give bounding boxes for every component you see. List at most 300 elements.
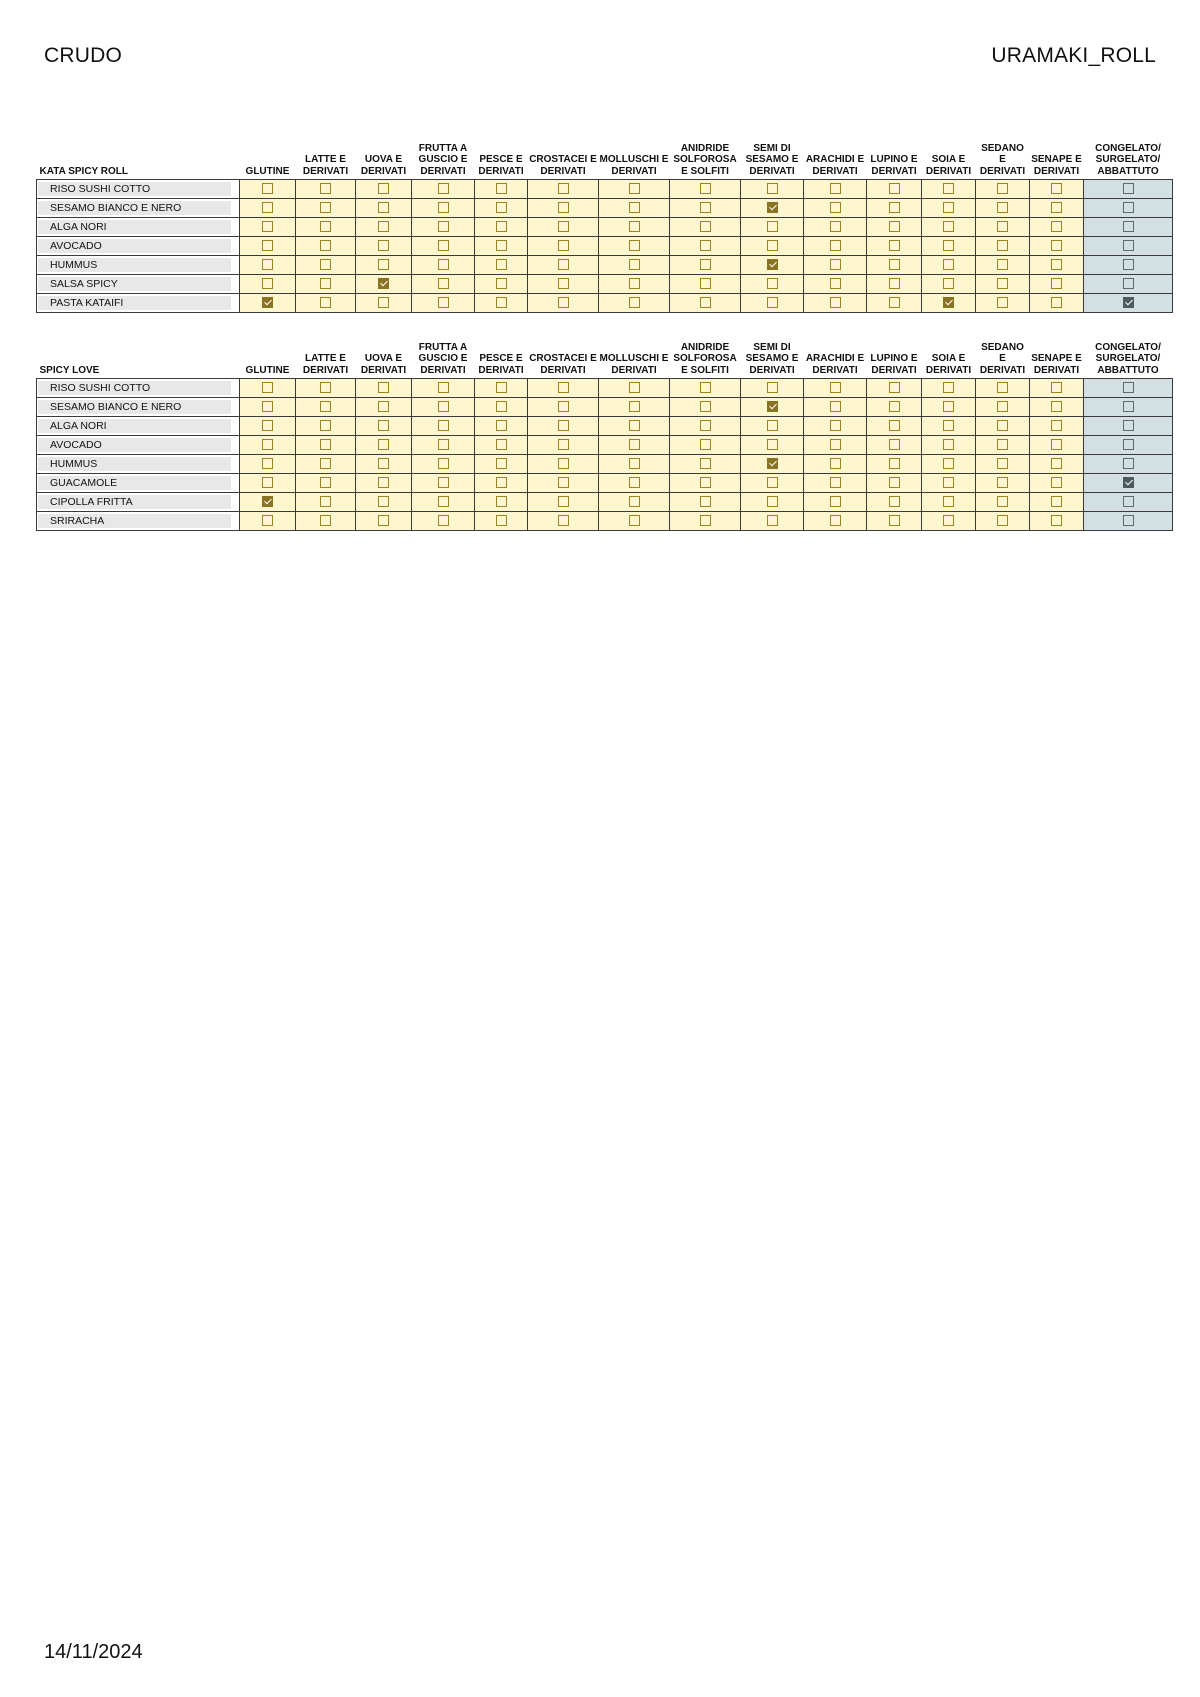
checkbox-unchecked[interactable]: [1051, 439, 1062, 450]
checkbox-unchecked[interactable]: [943, 515, 954, 526]
checkbox-unchecked[interactable]: [767, 515, 778, 526]
frozen-cell: [1084, 436, 1173, 455]
allergen-cell: [1030, 379, 1084, 398]
checkbox-unchecked[interactable]: [1051, 221, 1062, 232]
column-header: PESCE E DERIVATI: [478, 154, 524, 177]
checkbox-unchecked[interactable]: [378, 221, 389, 232]
checkbox-unchecked[interactable]: [496, 259, 507, 270]
checkbox-unchecked[interactable]: [1051, 278, 1062, 289]
checkbox-unchecked[interactable]: [700, 297, 711, 308]
allergen-cell: [922, 417, 976, 436]
ingredient-name: SRIRACHA: [38, 514, 231, 528]
allergen-cell: [296, 218, 356, 237]
checkbox-unchecked[interactable]: [1123, 202, 1134, 213]
allergen-cell: [412, 512, 475, 531]
checkbox-unchecked[interactable]: [496, 202, 507, 213]
checkbox-unchecked[interactable]: [629, 439, 640, 450]
checkbox-unchecked[interactable]: [438, 439, 449, 450]
checkbox-unchecked[interactable]: [767, 477, 778, 488]
checkbox-unchecked[interactable]: [700, 278, 711, 289]
checkbox-unchecked[interactable]: [378, 496, 389, 507]
allergen-cell: [412, 256, 475, 275]
checkbox-unchecked[interactable]: [262, 183, 273, 194]
checkbox-unchecked[interactable]: [320, 259, 331, 270]
allergen-cell: [741, 493, 804, 512]
checkbox-unchecked[interactable]: [320, 183, 331, 194]
checkbox-unchecked[interactable]: [830, 221, 841, 232]
checkbox-unchecked[interactable]: [558, 458, 569, 469]
checkbox-unchecked[interactable]: [496, 240, 507, 251]
checkbox-unchecked[interactable]: [629, 401, 640, 412]
allergen-cell: [804, 294, 867, 313]
checkbox-checked[interactable]: [262, 297, 273, 308]
allergen-cell: [528, 237, 599, 256]
checkbox-unchecked[interactable]: [262, 240, 273, 251]
column-header: ANIDRIDE SOLFOROSA E SOLFITI: [673, 341, 737, 376]
checkbox-unchecked[interactable]: [943, 183, 954, 194]
allergen-cell: [475, 474, 528, 493]
allergen-cell: [599, 199, 670, 218]
ingredient-cell: [37, 455, 240, 474]
checkbox-unchecked[interactable]: [830, 382, 841, 393]
checkbox-unchecked[interactable]: [997, 515, 1008, 526]
checkbox-unchecked[interactable]: [438, 477, 449, 488]
allergen-cell: [741, 199, 804, 218]
checkbox-unchecked[interactable]: [496, 183, 507, 194]
checkbox-unchecked[interactable]: [378, 240, 389, 251]
column-header: SEDANO E DERIVATI: [979, 142, 1026, 177]
checkbox-unchecked[interactable]: [558, 420, 569, 431]
checkbox-checked[interactable]: [767, 259, 778, 270]
checkbox-unchecked[interactable]: [629, 458, 640, 469]
checkbox-unchecked[interactable]: [997, 202, 1008, 213]
allergen-cell: [599, 417, 670, 436]
checkbox-unchecked[interactable]: [496, 297, 507, 308]
checkbox-unchecked[interactable]: [558, 382, 569, 393]
allergen-cell: [296, 398, 356, 417]
allergen-table-kata-spicy-roll: [36, 133, 1173, 313]
checkbox-unchecked[interactable]: [767, 297, 778, 308]
checkbox-unchecked[interactable]: [320, 496, 331, 507]
checkbox-unchecked[interactable]: [378, 515, 389, 526]
checkbox-unchecked[interactable]: [262, 458, 273, 469]
checkbox-unchecked[interactable]: [767, 439, 778, 450]
checkbox-unchecked[interactable]: [629, 515, 640, 526]
checkbox-unchecked[interactable]: [629, 202, 640, 213]
checkbox-unchecked[interactable]: [1051, 458, 1062, 469]
checkbox-unchecked[interactable]: [496, 458, 507, 469]
checkbox-unchecked[interactable]: [629, 240, 640, 251]
checkbox-unchecked[interactable]: [1123, 420, 1134, 431]
checkbox-unchecked[interactable]: [438, 515, 449, 526]
checkbox-unchecked[interactable]: [889, 278, 900, 289]
checkbox-unchecked[interactable]: [830, 477, 841, 488]
ingredient-cell: [37, 493, 240, 512]
checkbox-unchecked[interactable]: [558, 278, 569, 289]
checkbox-unchecked[interactable]: [320, 297, 331, 308]
checkbox-unchecked[interactable]: [496, 496, 507, 507]
checkbox-unchecked[interactable]: [1123, 278, 1134, 289]
allergen-cell: [412, 180, 475, 199]
checkbox-unchecked[interactable]: [830, 259, 841, 270]
checkbox-unchecked[interactable]: [830, 240, 841, 251]
checkbox-unchecked[interactable]: [943, 439, 954, 450]
allergen-cell: [296, 294, 356, 313]
allergen-cell: [804, 512, 867, 531]
checkbox-unchecked[interactable]: [1123, 515, 1134, 526]
checkbox-unchecked[interactable]: [320, 401, 331, 412]
checkbox-unchecked[interactable]: [1051, 297, 1062, 308]
frozen-cell: [1084, 455, 1173, 474]
checkbox-unchecked[interactable]: [496, 221, 507, 232]
checkbox-unchecked[interactable]: [700, 496, 711, 507]
checkbox-unchecked[interactable]: [496, 477, 507, 488]
ingredient-name: PASTA KATAIFI: [38, 296, 231, 310]
checkbox-unchecked[interactable]: [629, 259, 640, 270]
checkbox-unchecked[interactable]: [997, 420, 1008, 431]
ingredient-row: [37, 455, 1173, 474]
checkbox-unchecked[interactable]: [438, 221, 449, 232]
checkbox-unchecked[interactable]: [943, 458, 954, 469]
allergen-cell: [528, 379, 599, 398]
checkbox-unchecked[interactable]: [438, 240, 449, 251]
allergen-cell: [867, 237, 922, 256]
checkbox-checked[interactable]: [767, 401, 778, 412]
checkbox-unchecked[interactable]: [1051, 496, 1062, 507]
checkbox-unchecked[interactable]: [830, 439, 841, 450]
checkbox-unchecked[interactable]: [262, 382, 273, 393]
checkbox-unchecked[interactable]: [262, 515, 273, 526]
checkbox-unchecked[interactable]: [1123, 221, 1134, 232]
checkbox-unchecked[interactable]: [943, 496, 954, 507]
checkbox-unchecked[interactable]: [438, 202, 449, 213]
checkbox-unchecked[interactable]: [943, 401, 954, 412]
checkbox-unchecked[interactable]: [830, 496, 841, 507]
allergen-cell: [296, 512, 356, 531]
checkbox-unchecked[interactable]: [700, 477, 711, 488]
ingredient-cell: [37, 256, 240, 275]
allergen-cell: [475, 237, 528, 256]
checkbox-unchecked[interactable]: [558, 477, 569, 488]
checkbox-unchecked[interactable]: [1123, 259, 1134, 270]
ingredient-name: HUMMUS: [38, 258, 231, 272]
column-header: CROSTACEI E DERIVATI: [529, 353, 597, 376]
checkbox-unchecked[interactable]: [700, 259, 711, 270]
checkbox-unchecked[interactable]: [1123, 183, 1134, 194]
checkbox-unchecked[interactable]: [320, 439, 331, 450]
checkbox-unchecked[interactable]: [1051, 515, 1062, 526]
checkbox-unchecked[interactable]: [997, 496, 1008, 507]
checkbox-checked[interactable]: [767, 458, 778, 469]
checkbox-unchecked[interactable]: [700, 202, 711, 213]
checkbox-unchecked[interactable]: [558, 401, 569, 412]
checkbox-unchecked[interactable]: [558, 259, 569, 270]
allergen-cell: [599, 379, 670, 398]
checkbox-unchecked[interactable]: [997, 259, 1008, 270]
checkbox-unchecked[interactable]: [496, 401, 507, 412]
checkbox-unchecked[interactable]: [830, 202, 841, 213]
checkbox-unchecked[interactable]: [943, 221, 954, 232]
checkbox-unchecked[interactable]: [700, 221, 711, 232]
checkbox-unchecked[interactable]: [889, 439, 900, 450]
checkbox-unchecked[interactable]: [889, 477, 900, 488]
checkbox-unchecked[interactable]: [997, 458, 1008, 469]
checkbox-unchecked[interactable]: [997, 278, 1008, 289]
checkbox-unchecked[interactable]: [943, 278, 954, 289]
checkbox-unchecked[interactable]: [558, 183, 569, 194]
checkbox-unchecked[interactable]: [889, 297, 900, 308]
checkbox-unchecked[interactable]: [262, 420, 273, 431]
checkbox-unchecked[interactable]: [889, 382, 900, 393]
ingredient-cell: [37, 275, 240, 294]
checkbox-unchecked[interactable]: [438, 297, 449, 308]
checkbox-unchecked[interactable]: [767, 496, 778, 507]
checkbox-unchecked[interactable]: [629, 183, 640, 194]
checkbox-unchecked[interactable]: [889, 183, 900, 194]
checkbox-unchecked[interactable]: [997, 477, 1008, 488]
checkbox-checked[interactable]: [1123, 297, 1134, 308]
allergen-cell: [976, 199, 1030, 218]
checkbox-unchecked[interactable]: [320, 221, 331, 232]
checkbox-unchecked[interactable]: [700, 439, 711, 450]
checkbox-checked[interactable]: [1123, 477, 1134, 488]
checkbox-unchecked[interactable]: [1051, 240, 1062, 251]
allergen-cell: [867, 512, 922, 531]
allergen-cell: [922, 455, 976, 474]
allergen-cell: [867, 455, 922, 474]
checkbox-unchecked[interactable]: [700, 183, 711, 194]
checkbox-unchecked[interactable]: [262, 477, 273, 488]
checkbox-unchecked[interactable]: [889, 515, 900, 526]
checkbox-unchecked[interactable]: [1051, 401, 1062, 412]
checkbox-unchecked[interactable]: [438, 382, 449, 393]
checkbox-unchecked[interactable]: [943, 420, 954, 431]
checkbox-unchecked[interactable]: [438, 183, 449, 194]
checkbox-unchecked[interactable]: [997, 183, 1008, 194]
frozen-cell: [1084, 256, 1173, 275]
allergen-cell: [976, 180, 1030, 199]
checkbox-unchecked[interactable]: [700, 515, 711, 526]
checkbox-unchecked[interactable]: [629, 221, 640, 232]
checkbox-unchecked[interactable]: [629, 297, 640, 308]
allergen-cell: [741, 275, 804, 294]
checkbox-unchecked[interactable]: [378, 183, 389, 194]
checkbox-unchecked[interactable]: [830, 420, 841, 431]
checkbox-unchecked[interactable]: [438, 401, 449, 412]
checkbox-unchecked[interactable]: [997, 240, 1008, 251]
checkbox-unchecked[interactable]: [1051, 420, 1062, 431]
checkbox-unchecked[interactable]: [558, 496, 569, 507]
checkbox-unchecked[interactable]: [378, 259, 389, 270]
column-header: GLUTINE: [245, 364, 290, 376]
ingredient-row: [37, 493, 1173, 512]
checkbox-unchecked[interactable]: [830, 278, 841, 289]
checkbox-unchecked[interactable]: [889, 420, 900, 431]
checkbox-unchecked[interactable]: [320, 278, 331, 289]
allergen-cell: [741, 180, 804, 199]
allergen-cell: [741, 474, 804, 493]
checkbox-unchecked[interactable]: [262, 259, 273, 270]
checkbox-unchecked[interactable]: [830, 183, 841, 194]
checkbox-unchecked[interactable]: [629, 477, 640, 488]
allergen-cell: [741, 436, 804, 455]
checkbox-unchecked[interactable]: [889, 240, 900, 251]
checkbox-unchecked[interactable]: [1051, 183, 1062, 194]
allergen-cell: [1030, 436, 1084, 455]
checkbox-unchecked[interactable]: [262, 439, 273, 450]
checkbox-unchecked[interactable]: [378, 202, 389, 213]
checkbox-unchecked[interactable]: [629, 420, 640, 431]
checkbox-checked[interactable]: [943, 297, 954, 308]
checkbox-unchecked[interactable]: [496, 515, 507, 526]
allergen-cell: [867, 199, 922, 218]
checkbox-unchecked[interactable]: [320, 515, 331, 526]
checkbox-unchecked[interactable]: [830, 458, 841, 469]
checkbox-unchecked[interactable]: [262, 278, 273, 289]
checkbox-unchecked[interactable]: [438, 420, 449, 431]
checkbox-unchecked[interactable]: [1123, 401, 1134, 412]
checkbox-unchecked[interactable]: [997, 382, 1008, 393]
checkbox-unchecked[interactable]: [700, 401, 711, 412]
checkbox-unchecked[interactable]: [889, 221, 900, 232]
checkbox-unchecked[interactable]: [1123, 382, 1134, 393]
checkbox-unchecked[interactable]: [830, 515, 841, 526]
checkbox-unchecked[interactable]: [943, 382, 954, 393]
checkbox-unchecked[interactable]: [889, 458, 900, 469]
checkbox-unchecked[interactable]: [943, 240, 954, 251]
checkbox-unchecked[interactable]: [767, 183, 778, 194]
checkbox-unchecked[interactable]: [320, 382, 331, 393]
allergen-cell: [296, 455, 356, 474]
checkbox-unchecked[interactable]: [378, 401, 389, 412]
checkbox-unchecked[interactable]: [320, 458, 331, 469]
checkbox-unchecked[interactable]: [889, 202, 900, 213]
checkbox-unchecked[interactable]: [558, 297, 569, 308]
checkbox-unchecked[interactable]: [889, 496, 900, 507]
checkbox-unchecked[interactable]: [943, 202, 954, 213]
checkbox-unchecked[interactable]: [943, 477, 954, 488]
checkbox-unchecked[interactable]: [997, 297, 1008, 308]
column-header: UOVA E DERIVATI: [360, 353, 407, 376]
checkbox-unchecked[interactable]: [496, 382, 507, 393]
checkbox-unchecked[interactable]: [438, 458, 449, 469]
checkbox-checked[interactable]: [767, 202, 778, 213]
checkbox-unchecked[interactable]: [1123, 458, 1134, 469]
checkbox-unchecked[interactable]: [1051, 259, 1062, 270]
checkbox-unchecked[interactable]: [320, 477, 331, 488]
allergen-cell: [867, 379, 922, 398]
allergen-cell: [412, 294, 475, 313]
checkbox-unchecked[interactable]: [997, 221, 1008, 232]
checkbox-unchecked[interactable]: [262, 202, 273, 213]
allergen-cell: [356, 417, 412, 436]
checkbox-unchecked[interactable]: [997, 439, 1008, 450]
frozen-cell: [1084, 180, 1173, 199]
allergen-cell: [296, 237, 356, 256]
checkbox-unchecked[interactable]: [1051, 202, 1062, 213]
checkbox-unchecked[interactable]: [700, 458, 711, 469]
checkbox-unchecked[interactable]: [767, 420, 778, 431]
checkbox-unchecked[interactable]: [320, 240, 331, 251]
checkbox-unchecked[interactable]: [830, 297, 841, 308]
checkbox-unchecked[interactable]: [558, 221, 569, 232]
checkbox-unchecked[interactable]: [496, 420, 507, 431]
ingredient-row: [37, 275, 1173, 294]
allergen-cell: [240, 512, 296, 531]
allergen-cell: [670, 436, 741, 455]
checkbox-unchecked[interactable]: [830, 401, 841, 412]
checkbox-unchecked[interactable]: [767, 240, 778, 251]
checkbox-unchecked[interactable]: [1051, 382, 1062, 393]
checkbox-checked[interactable]: [378, 278, 389, 289]
checkbox-unchecked[interactable]: [496, 278, 507, 289]
checkbox-unchecked[interactable]: [438, 259, 449, 270]
checkbox-unchecked[interactable]: [1123, 240, 1134, 251]
checkbox-unchecked[interactable]: [558, 439, 569, 450]
allergen-cell: [741, 417, 804, 436]
allergen-cell: [599, 512, 670, 531]
checkbox-unchecked[interactable]: [1123, 496, 1134, 507]
checkbox-unchecked[interactable]: [378, 458, 389, 469]
allergen-cell: [867, 474, 922, 493]
checkbox-unchecked[interactable]: [700, 420, 711, 431]
checkbox-unchecked[interactable]: [378, 477, 389, 488]
ingredient-name: ALGA NORI: [38, 419, 231, 433]
checkbox-unchecked[interactable]: [1123, 439, 1134, 450]
ingredient-cell: [37, 379, 240, 398]
checkbox-unchecked[interactable]: [262, 221, 273, 232]
checkbox-unchecked[interactable]: [1051, 477, 1062, 488]
checkbox-unchecked[interactable]: [700, 240, 711, 251]
checkbox-unchecked[interactable]: [943, 259, 954, 270]
checkbox-unchecked[interactable]: [700, 382, 711, 393]
column-header: LUPINO E DERIVATI: [870, 154, 918, 177]
checkbox-unchecked[interactable]: [262, 401, 273, 412]
allergen-cell: [475, 180, 528, 199]
checkbox-unchecked[interactable]: [889, 259, 900, 270]
checkbox-unchecked[interactable]: [629, 278, 640, 289]
checkbox-unchecked[interactable]: [629, 382, 640, 393]
checkbox-unchecked[interactable]: [438, 496, 449, 507]
checkbox-unchecked[interactable]: [496, 439, 507, 450]
checkbox-unchecked[interactable]: [320, 420, 331, 431]
allergen-cell: [528, 455, 599, 474]
checkbox-unchecked[interactable]: [558, 202, 569, 213]
checkbox-unchecked[interactable]: [378, 420, 389, 431]
checkbox-unchecked[interactable]: [767, 278, 778, 289]
checkbox-unchecked[interactable]: [378, 297, 389, 308]
frozen-cell: [1084, 237, 1173, 256]
checkbox-unchecked[interactable]: [438, 278, 449, 289]
checkbox-unchecked[interactable]: [889, 401, 900, 412]
checkbox-unchecked[interactable]: [378, 382, 389, 393]
column-header: SEMI DI SESAMO E DERIVATI: [745, 142, 799, 177]
checkbox-unchecked[interactable]: [997, 401, 1008, 412]
checkbox-unchecked[interactable]: [320, 202, 331, 213]
allergen-cell: [741, 398, 804, 417]
allergen-cell: [922, 218, 976, 237]
checkbox-unchecked[interactable]: [629, 496, 640, 507]
checkbox-unchecked[interactable]: [558, 515, 569, 526]
checkbox-unchecked[interactable]: [378, 439, 389, 450]
checkbox-checked[interactable]: [262, 496, 273, 507]
allergen-cell: [741, 294, 804, 313]
allergen-cell: [670, 218, 741, 237]
checkbox-unchecked[interactable]: [558, 240, 569, 251]
allergen-cell: [528, 417, 599, 436]
checkbox-unchecked[interactable]: [767, 382, 778, 393]
checkbox-unchecked[interactable]: [767, 221, 778, 232]
